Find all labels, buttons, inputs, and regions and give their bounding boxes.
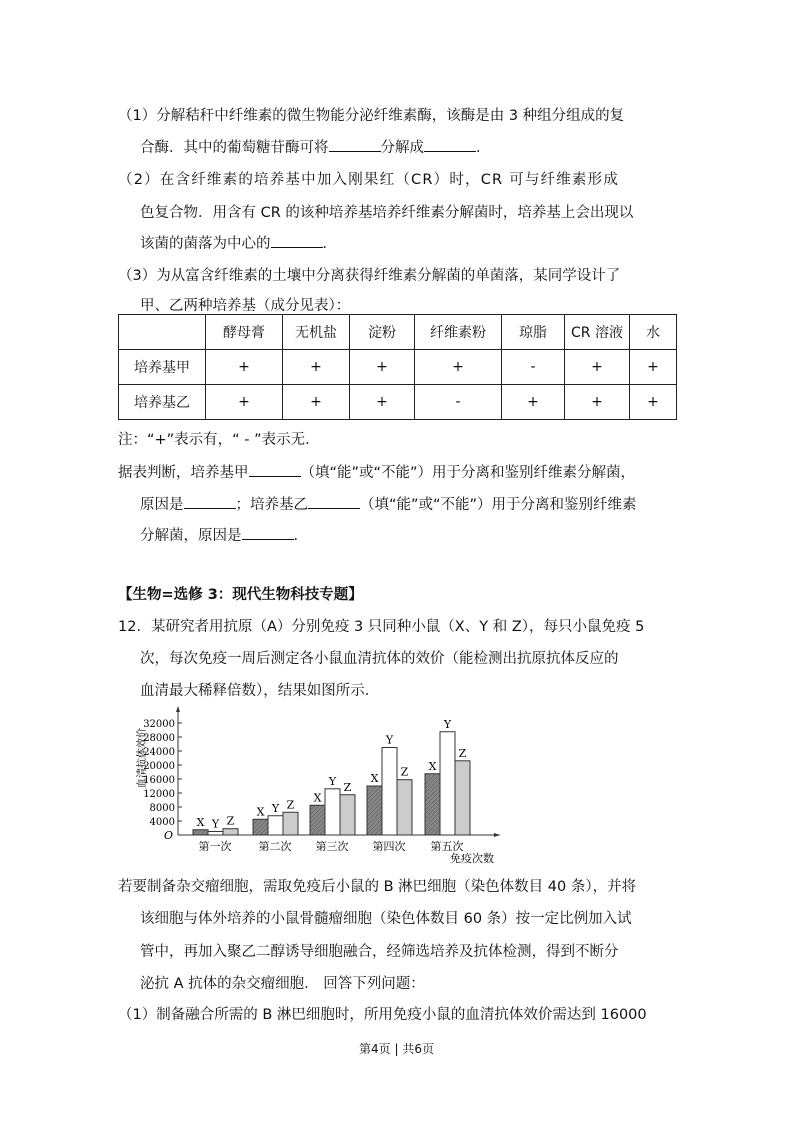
q12-line3: 血清最大稀释倍数），结果如图所示． <box>140 683 380 699</box>
bar-label: Z <box>286 798 295 812</box>
q11-part2-line2: 色复合物．用含有 CR 的该种培养基培养纤维素分解菌时，培养基上会出现以 <box>140 205 634 221</box>
bar-y <box>208 832 223 836</box>
bar-y <box>325 789 340 835</box>
table-header: 纤维素粉 <box>415 315 502 350</box>
bar-label: X <box>370 772 379 785</box>
y-tick-label: 20000 <box>143 761 175 772</box>
bar-label: Z <box>400 765 409 779</box>
bar-label: Y <box>271 801 280 815</box>
table-cell: - <box>502 350 565 385</box>
origin-label: O <box>164 829 174 842</box>
y-tick-label: 28000 <box>143 733 175 744</box>
x-tick-label: 第五次 <box>430 840 464 853</box>
y-tick-label: 32000 <box>143 719 175 730</box>
bar-label: Y <box>211 817 220 831</box>
bar-label: Z <box>343 780 352 794</box>
table-note: 注：“+”表示有，“ - ”表示无． <box>118 432 320 448</box>
table-cell: + <box>415 350 502 385</box>
table-cell: 培养基甲 <box>119 350 206 385</box>
bar-label: X <box>428 759 437 773</box>
text: （填“能”或“不能”）用于分离和鉴别纤维素分解菌， <box>300 465 636 481</box>
q11-part1-line1: （1）分解秸秆中纤维素的微生物能分泌纤维素酶，该酶是由 3 种组分组成的复 <box>118 108 625 124</box>
bar-x <box>253 819 268 835</box>
table-cell: + <box>283 350 350 385</box>
x-tick-label: 第二次 <box>258 840 292 853</box>
table-cell: + <box>630 385 677 420</box>
y-tick-label: 12000 <box>143 789 175 800</box>
table-header: 琼脂 <box>502 315 565 350</box>
y-tick-label: 16000 <box>143 775 175 786</box>
section-heading: 【生物=选修 3：现代生物科技专题】 <box>118 587 363 603</box>
table-cell: + <box>350 385 415 420</box>
bar-x <box>367 786 382 835</box>
q12-line2: 次，每次免疫一周后测定各小鼠血清抗体的效价（能检测出抗原抗体反应的 <box>140 651 619 667</box>
bar-label: X <box>196 815 205 829</box>
bar-label: Y <box>328 774 337 788</box>
bar-z <box>283 812 298 835</box>
text: ． <box>293 528 308 544</box>
table-cell: + <box>206 350 283 385</box>
y-axis-arrow <box>176 706 180 712</box>
table-cell: + <box>565 385 630 420</box>
table-cell: + <box>502 385 565 420</box>
table-cell: - <box>415 385 502 420</box>
bar-z <box>223 829 238 835</box>
q11-part3-line2: 甲、乙两种培养基（成分见表）： <box>140 298 351 314</box>
q12-line1: 12．某研究者用抗原（A）分别免疫 3 只同种小鼠（X、Y 和 Z），每只小鼠免疫 5 <box>118 619 645 635</box>
q11-part3-line1: （3）为从富含纤维素的土壤中分离获得纤维素分解菌的单菌落，某同学设计了 <box>118 268 621 284</box>
x-tick-label: 第三次 <box>315 840 349 853</box>
bar-label: X <box>313 791 322 805</box>
text: 原因是 <box>140 497 184 513</box>
text: （填“能”或“不能”）用于分离和鉴别纤维素 <box>360 497 637 513</box>
text: ；培养基乙 <box>235 497 308 513</box>
bar-y <box>440 732 455 835</box>
bar-label: Y <box>443 717 452 731</box>
x-tick-label: 第四次 <box>372 840 406 853</box>
y-axis-label: 血清抗体效价 <box>137 728 148 788</box>
text: ． <box>476 140 491 156</box>
text: 合酶．其中的葡萄糖苷酶可将 <box>140 140 329 156</box>
bar-label: Y <box>385 733 394 747</box>
table-header: 淀粉 <box>350 315 415 350</box>
q12-para-line1: 若要制备杂交瘤细胞，需取免疫后小鼠的 B 淋巴细胞（染色体数目 40 条），并将 <box>118 879 637 895</box>
x-tick-label: 第一次 <box>198 840 232 853</box>
bar-label: X <box>256 805 265 819</box>
bar-z <box>397 780 412 835</box>
table-cell: + <box>350 350 415 385</box>
table-cell: + <box>565 350 630 385</box>
bar-x <box>193 830 208 835</box>
page-footer: 第4页 | 共6页 <box>359 1042 434 1056</box>
q11-part2-line1: （2）在含纤维素的培养基中加入刚果红（CR）时，CR 可与纤维素形成 <box>118 172 620 188</box>
text: 该菌的菌落为中心的 <box>140 236 271 252</box>
bar-x <box>310 805 325 835</box>
q12-para-line4: 泌抗 A 抗体的杂交瘤细胞． 回答下列问题： <box>140 976 425 992</box>
table-header: 水 <box>630 315 677 350</box>
bar-z <box>455 761 470 835</box>
q12-para-line2: 该细胞与体外培养的小鼠骨髓瘤细胞（染色体数目 60 条）按一定比例加入试 <box>140 911 632 927</box>
bar-label: Z <box>226 814 235 828</box>
table-cell: + <box>283 385 350 420</box>
q12-para-line3: 管中，再加入聚乙二醇诱导细胞融合，经筛选培养及抗体检测，得到不断分 <box>140 944 619 960</box>
text: 分解成 <box>380 140 424 156</box>
bar-y <box>382 748 397 836</box>
bar-z <box>340 795 355 835</box>
x-axis-arrow <box>494 833 500 837</box>
bar-label: Z <box>458 746 467 760</box>
bar-x <box>425 774 440 835</box>
table-cell: + <box>630 350 677 385</box>
y-tick-label: 8000 <box>149 803 175 814</box>
table-header: 无机盐 <box>283 315 350 350</box>
text: 据表判断，培养基甲 <box>118 465 249 481</box>
y-tick-label: 4000 <box>149 817 175 828</box>
table-cell: 培养基乙 <box>119 385 206 420</box>
text: ． <box>322 236 337 252</box>
table-header: 酵母膏 <box>206 315 283 350</box>
y-tick-label: 24000 <box>143 747 175 758</box>
table-header: CR 溶液 <box>565 315 630 350</box>
text: 分解菌，原因是 <box>140 528 242 544</box>
q12-part1-line1: （1）制备融合所需的 B 淋巴细胞时，所用免疫小鼠的血清抗体效价需达到 16000 <box>118 1007 647 1023</box>
x-axis-label: 免疫次数 <box>450 852 494 865</box>
bar-y <box>268 816 283 835</box>
table-cell: + <box>206 385 283 420</box>
